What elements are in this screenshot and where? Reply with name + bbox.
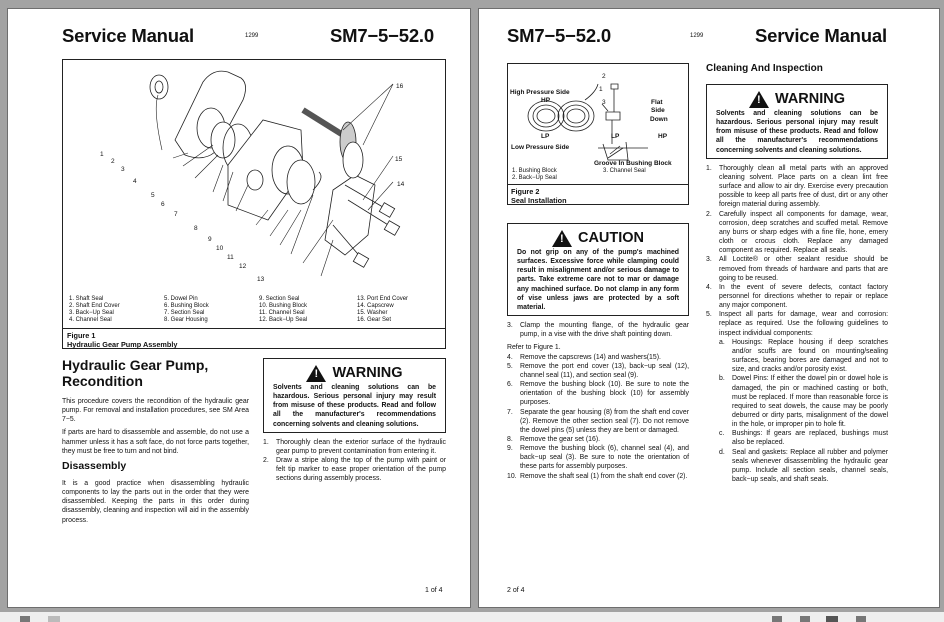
section-heading: Hydraulic Gear Pump, Recondition [62,357,209,389]
part-item: 14. Capscrew [357,303,394,309]
step-item: 3. All Loctite® or other sealant residue should be removed from threads of hardware and parts that are going to be reused. [706,256,888,282]
warning-title: WARNING [774,91,846,107]
callout-2: 2 [111,158,115,165]
high-pressure-label: High Pressure Side [510,89,570,96]
part-item: 9. Section Seal [259,296,300,302]
part-item: 10. Bushing Block [259,303,308,309]
callout-14: 14 [397,181,405,188]
part-item: 3. Channel Seal [603,168,646,174]
caution-icon [552,230,572,247]
two-page-view-icon[interactable] [826,616,838,622]
part-item: 1. Shaft Seal [69,296,104,302]
bookmark-icon[interactable] [48,616,60,622]
refer-text: Refer to Figure 1. [507,344,561,352]
callout-8: 8 [194,225,198,232]
part-item: 5. Dowel Pin [164,296,198,302]
callout-13: 13 [257,276,265,283]
two-page-continuous-icon[interactable] [856,616,866,622]
step-item: 4. Remove the capscrews (14) and washers(15). [507,353,661,361]
callout-1: 1 [599,86,603,93]
groove-label: Groove In Bushing Block [594,160,672,167]
callout-2: 2 [602,73,606,80]
step-item: 5. Inspect all parts for damage, wear and corrosion: replace as required. Use the following guidelines to inspect individual components: [706,311,888,337]
warning-text: Solvents and cleaning solutions can be hazardous. Serious personal injury may result from misuse of these products. Read and follow all the manufacturer's recommendations concerning solvents and cleaning solutions. [273,384,436,428]
parts-legend [512,168,557,182]
single-page-view-icon[interactable] [772,616,782,622]
callout-3: 3 [602,99,606,106]
revision-number: 1299 [690,33,704,39]
intro-paragraph-2: If parts are hard to disassemble and assemble, do not use a hammer unless it has a soft face, do not force parts together, they must be free to turn and not bind. [62,429,249,455]
step-item: 1. Thoroughly clean all metal parts with an approved cleaning solvent. Place parts on a clean lint free surface and allow to air dry. Exercise every precaution possible to keep all parts free of dust, dirt or any other foreign material during assembly. [706,164,888,209]
header-title: Service Manual [62,25,194,46]
low-pressure-label: Low Pressure Side [511,144,570,151]
lp-groove-label: LP [611,133,620,140]
part-item: 15. Washer [357,310,388,316]
figure-title: Hydraulic Gear Pump Assembly [67,340,178,349]
callout-5: 5 [151,192,155,199]
hp-groove-label: HP [658,133,668,140]
callout-4: 4 [133,178,137,185]
sub-step-item: b. Dowel Pins: If either the dowel pin or dowel hole is damaged, the pin or machined casting or both, must be replaced. If more than reasonable force is required to seat dowels, the cause may be poorly deburred or dirty parts, misalignment of the dowel in the hole, or improper pin to hole fit. [719,375,888,429]
callout-16: 16 [396,83,404,90]
part-item: 1. Bushing Block [512,168,557,174]
callout-7: 7 [174,211,178,218]
header-title: Service Manual [755,25,887,46]
subheading-disassembly: Disassembly [62,459,127,472]
warning-icon [749,91,769,108]
part-item: 6. Bushing Block [164,303,209,309]
part-item: 8. Gear Housing [164,317,208,323]
step-item: 3. Clamp the mounting flange, of the hydraulic gear pump, in a vise with the drive shaft pointing down. [507,322,689,339]
callout-15: 15 [395,156,403,163]
document-number: SM7−5−52.0 [507,25,611,46]
figure-caption [63,328,445,351]
callout-11: 11 [227,254,234,261]
viewer-status-bar [0,612,944,622]
sub-step-item: a. Housings: Replace housing if deep scratches and/or scuffs are found on mounting/sealing surfaces, bearing bores are damaged and not to size, and cracks and/or porosity exist. [719,338,888,374]
callout-1: 1 [100,151,104,158]
warning-icon [306,365,326,382]
warning-text: Solvents and cleaning solutions can be hazardous. Serious personal injury may result from misuse of these products. Read and follow all the manufacturer's recommendations concerning solvents and cleaning solutions. [716,110,878,154]
part-item: 12. Back−Up Seal [259,317,308,323]
hp-label: HP [541,97,551,104]
part-item: 2. Shaft End Cover [69,303,120,309]
flat-label: Flat [651,99,663,106]
intro-paragraph: This procedure covers the recondition of the hydraulic gear pump. For removal and installation procedures, see SM Area 7−5. [62,398,249,424]
down-label: Down [650,116,668,123]
page-number: 2 of 4 [507,587,525,594]
page-number: 1 of 4 [425,587,443,594]
sub-step-item: c. Bushings: If gears are replaced, bushings must also be replaced. [719,430,888,447]
warning-title: WARNING [332,365,403,381]
part-item: 4. Channel Seal [69,317,112,323]
part-item: 2. Back−Up Seal [512,175,557,181]
document-number: SM7−5−52.0 [330,25,434,46]
figure-title: Seal Installation [511,196,567,205]
figure-2 [507,63,689,205]
step-item: 9. Remove the bushing block (6), channel seal (4), and back−up seal (3). Be sure to note the orientation of these parts for assembly purposes. [507,445,689,471]
step-item: 8. Remove the gear set (16). [507,435,601,443]
pump-exploded-diagram [63,60,445,290]
disassembly-paragraph: It is a good practice when disassembling hydraulic components to lay the parts out in the order that they were disassembled. Keeping the parts in this order during disassembly, cleaning and inspection will aid in the assembly process. [62,479,249,524]
parts-legend [69,296,439,324]
figure-caption [508,184,688,207]
caution-text: Do not grip on any of the pump's machined surfaces. Excessive force while clamping could result in misalignment and/or serious damage to parts. Take extreme care not to mar or damage any machined surface. Do not clamp in any form of vise unless jaws are protected by a soft material. [517,249,679,311]
step-item: 5. Remove the port end cover (13), back−up seal (12), channel seal (11), and section seal (9). [507,362,689,379]
figure-label: Figure 2 [511,187,540,196]
left-column [62,357,249,529]
caution-box [507,223,689,316]
step-item: 1. Thoroughly clean the exterior surface of the hydraulic gear pump to prevent contamination from entering it. [263,438,446,455]
warning-box [263,358,446,433]
page-2 [478,8,940,608]
sub-step-item: d. Seal and gaskets: Replace all rubber and polymer seals whenever disassembling the hydraulic gear pump. Include all section seals, channel seals, back−up seals, and shaft seals. [719,448,888,484]
step-item: 7. Separate the gear housing (8) from the shaft end cover (2). Remove the other section seal (7). Do not remove the dowel pins (5) unless they are bent or damaged. [507,408,689,434]
part-item: 11. Channel Seal [259,310,305,316]
page-1 [7,8,471,608]
figure-label: Figure 1 [67,331,96,340]
section-title: Cleaning And Inspection [706,63,823,74]
warning-box [706,84,888,159]
left-column [507,63,689,481]
step-item: 4. In the event of severe defects, contact factory personnel for directions whether to repair or replace any major component. [706,283,888,310]
callout-10: 10 [216,245,224,252]
part-item: 3. Back−Up Seal [69,310,114,316]
step-item: 10. Remove the shaft seal (1) from the shaft end cover (2). [507,472,688,480]
side-label: Side [651,107,665,114]
step-item: 2. Draw a stripe along the top of the pump with paint or felt tip marker to ease proper orientation of the pump sections during assembly process. [263,457,446,483]
step-item: 2. Carefully inspect all components for damage, wear, corrosion, deep scratches and scuffed metal. Remove any burrs or sharp edges with a fine file, hone, emery cloth or crocus cloth. Replace any damaged component as required. Replace all seals. [706,210,888,255]
callout-12: 12 [239,263,247,270]
seal-installation-diagram [508,64,688,176]
step-item: 6. Remove the bushing block (10). Be sure to note the orientation of the bushing block (10) for assembly purposes. [507,381,689,407]
right-column [263,358,446,484]
callout-6: 6 [161,201,165,208]
continuous-view-icon[interactable] [800,616,810,622]
gear-shaft-shape [303,110,343,135]
thumbnail-icon[interactable] [20,616,30,622]
caution-title: CAUTION [577,230,645,246]
callout-3: 3 [121,166,125,173]
callout-9: 9 [208,236,212,243]
figure-1 [62,59,446,349]
part-item: 16. Gear Set [357,317,392,323]
lp-label: LP [541,133,550,140]
port-end-cover-shape [325,175,375,255]
part-item: 13. Port End Cover [357,296,409,302]
right-column [706,63,888,484]
part-item: 7. Section Seal [164,310,205,316]
revision-number: 1299 [245,33,259,39]
